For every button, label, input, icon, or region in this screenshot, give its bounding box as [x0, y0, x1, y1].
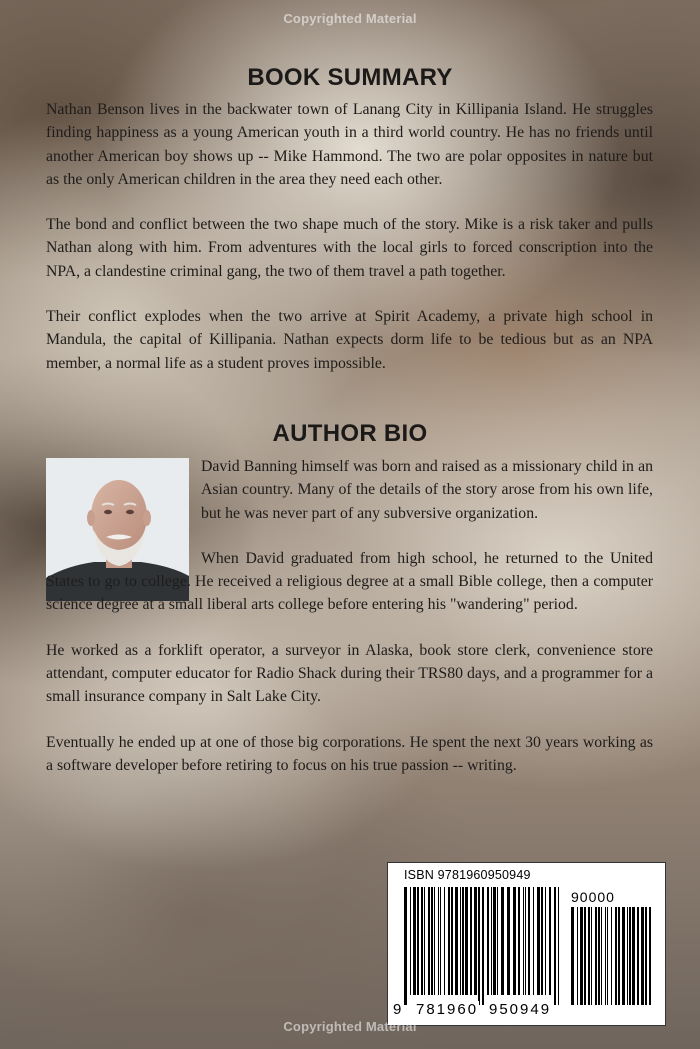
barcode-digits-group-2: 950949 [489, 1001, 552, 1018]
barcode-bar [417, 887, 419, 995]
barcode-bar [545, 887, 546, 995]
barcode-bar [549, 887, 551, 995]
barcode-bar [404, 887, 407, 1005]
barcode-bar [424, 887, 425, 995]
bio-paragraph: He worked as a forklift operator, a surveyor in Alaska, book store clerk, convenience store attendant, computer educator for Radio Shack during their TRS80 days, and a programmer for a small insurance company in Salt Lake City. [46, 641, 653, 706]
barcode-bar [513, 887, 516, 995]
barcode-bar [434, 887, 435, 995]
barcode-bar [533, 887, 534, 995]
watermark-top: Copyrighted Material [283, 11, 417, 26]
barcode-bar [518, 887, 520, 995]
barcode-bar [601, 907, 602, 1005]
barcode-bar [482, 887, 484, 1005]
barcode-bar [588, 907, 590, 1005]
barcode-bar [584, 907, 586, 1005]
bio-paragraph: When David graduated from high school, he returned to the United States to go to college. He received a religious degree at a small Bible college, then a computer science degree at a small liberal arts college before entering his "wandering" period. [46, 549, 653, 614]
barcode-bar [580, 907, 583, 1005]
barcode-bar [451, 887, 453, 995]
barcode-bar [523, 887, 524, 995]
barcode-bar [493, 887, 496, 995]
barcode-bar [465, 887, 468, 995]
barcode-bar [478, 887, 480, 1005]
isbn-barcode-box [387, 862, 666, 1026]
barcode-bar [627, 907, 628, 1005]
barcode-bar [632, 907, 635, 1005]
barcode-bar [558, 887, 559, 1005]
barcode-bar [470, 887, 472, 995]
barcode-bar [637, 907, 639, 1005]
barcode-bar [428, 887, 430, 995]
barcode-bar [487, 887, 489, 995]
author-bio-heading: AUTHOR BIO [272, 420, 428, 447]
barcode-bar [571, 907, 574, 1005]
barcode-bar [421, 887, 423, 995]
price-code: 90000 [571, 889, 615, 905]
barcode-bar [615, 907, 617, 1005]
barcode-bar [537, 887, 540, 995]
barcode-bar [528, 887, 530, 995]
barcode-bar [431, 887, 433, 995]
barcode-bar [641, 907, 644, 1005]
barcode-bar [622, 907, 625, 1005]
barcode-bar [491, 887, 492, 995]
barcode-bar [611, 907, 612, 1005]
book-summary-heading: BOOK SUMMARY [247, 64, 453, 91]
summary-paragraph: The bond and conflict between the two shape much of the story. Mike is a risk taker and pulls Nathan along with him. From adventures with the local girls to forced conscription into the NPA, a clandestine criminal gang, the two of them travel a path together. [46, 216, 653, 280]
barcode-digit-first: 9 [393, 1001, 404, 1018]
bio-paragraph: Eventually he ended up at one of those big corporations. He spent the next 30 years working as a software developer before retiring to focus on his true passion -- writing. [46, 733, 653, 774]
barcode-bar [554, 887, 556, 1005]
book-summary-text [46, 98, 653, 375]
barcode-bar [474, 887, 477, 995]
barcode-bar [541, 887, 543, 995]
bio-paragraph: David Banning himself was born and raised as a missionary child in an Asian country. Many of the details of the story arose from his own life, but he was never part of any subversive organization. [201, 458, 653, 522]
barcode-bar [591, 907, 592, 1005]
barcode-digits-group-1: 781960 [416, 1001, 479, 1018]
author-bio-text [46, 455, 653, 777]
watermark-bottom: Copyrighted Material [283, 1019, 417, 1034]
addon-barcode-bars [571, 907, 651, 1005]
barcode-bar [410, 887, 411, 995]
ean-barcode-bars [404, 887, 560, 1005]
barcode-bar [618, 907, 620, 1005]
barcode-bar [462, 887, 464, 995]
barcode-bar [438, 887, 439, 995]
barcode-bar [448, 887, 450, 995]
barcode-bar [413, 887, 416, 995]
barcode-bar [629, 907, 631, 1005]
barcode-bar [497, 887, 498, 995]
summary-paragraph: Nathan Benson lives in the backwater town of Lanang City in Killipania Island. He struggles finding happiness as a young American youth in a third world country. He has no friends until another American boy shows up -- Mike Hammond. The two are polar opposites in nature but as the only American children in the area they need each other. [46, 101, 653, 188]
barcode-bar [525, 887, 526, 995]
barcode-bar [460, 887, 461, 995]
barcode-bar [598, 907, 600, 1005]
summary-paragraph: Their conflict explodes when the two arrive at Spirit Academy, a private high school in Mandula, the capital of Killipania. Nathan expects dorm life to be tedious but as an NPA member, a normal life as a student proves impossible. [46, 308, 653, 372]
isbn-label: ISBN 9781960950949 [404, 868, 531, 882]
barcode-bar [444, 887, 445, 995]
barcode-bar [507, 887, 510, 995]
barcode-bar [649, 907, 651, 1005]
barcode-bar [577, 907, 578, 1005]
barcode-bar [605, 907, 606, 1005]
barcode-bar [645, 907, 647, 1005]
barcode-bar [607, 907, 608, 1005]
barcode-bar [455, 887, 458, 995]
barcode-bar [595, 907, 597, 1005]
barcode-bar [501, 887, 504, 995]
barcode-bar [440, 887, 441, 995]
